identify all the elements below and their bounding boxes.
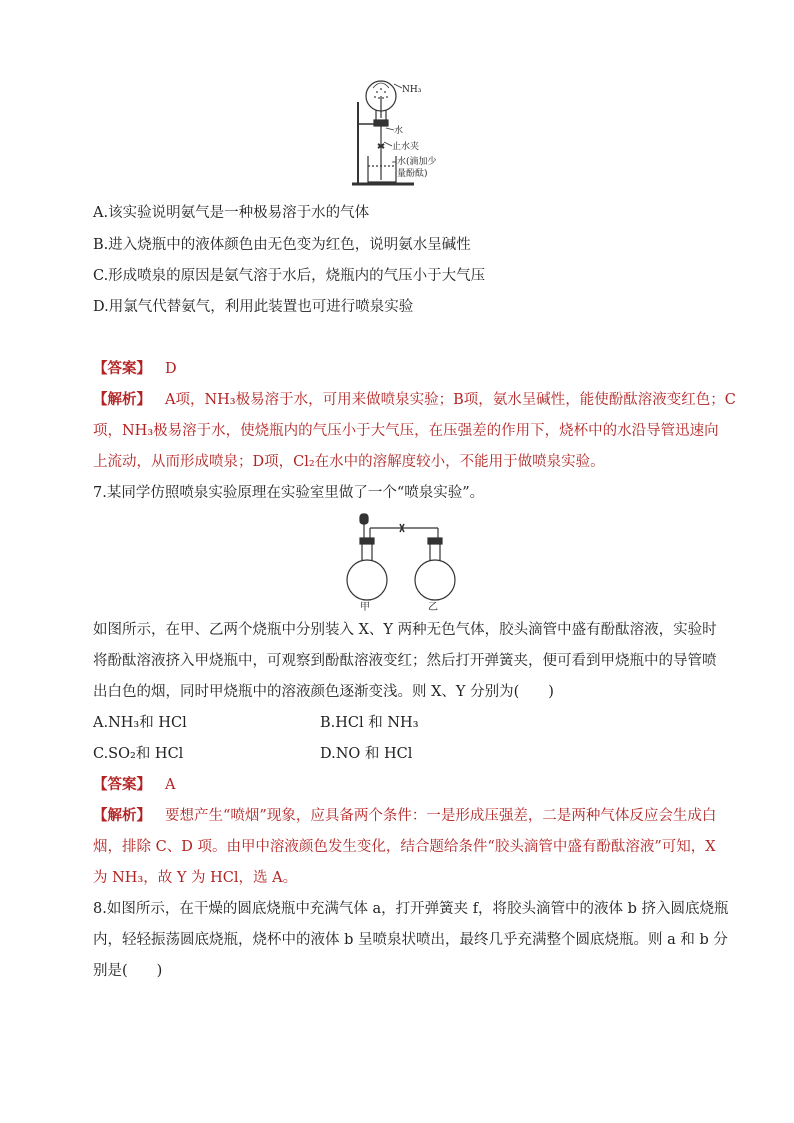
q7-analysis-line-3: 为 NH₃，故 Y 为 HCl，选 A。	[93, 870, 298, 886]
fig1-label-clamp: 止水夹	[392, 142, 420, 152]
q7-answer-tag: 【答案】	[93, 776, 151, 793]
q7-options-row-1	[93, 713, 713, 733]
q8-stem-line-2: 内，轻轻振荡圆底烧瓶，烧杯中的液体 b 呈喷泉状喷出，最终几乎充满整个圆底烧瓶。则 a 和 b 分	[93, 932, 728, 948]
q7-body-line-1: 如图所示，在甲、乙两个烧瓶中分别装入 X、Y 两种无色气体，胶头滴管中盛有酚酞溶液，实验时	[93, 622, 717, 638]
q6-analysis-text-1: A项，NH₃极易溶于水，可用来做喷泉实验；B项，氨水呈碱性，能使酚酞溶液变红色；C	[165, 392, 736, 408]
q7-options-row-2	[93, 744, 713, 764]
q6-answer-value: D	[165, 361, 177, 377]
fountain-apparatus-figure	[340, 76, 450, 188]
q8-stem-line-1: 8.如图所示，在干燥的圆底烧瓶中充满气体 a，打开弹簧夹 f，将胶头滴管中的液体 b 挤入圆底烧瓶	[93, 901, 729, 917]
q6-analysis-line-1	[93, 390, 736, 410]
q6-answer-line	[93, 359, 713, 379]
q6-option-b: B.进入烧瓶中的液体颜色由无色变为红色，说明氨水呈碱性	[93, 237, 471, 253]
q7-answer-line	[93, 775, 713, 795]
q7-body-line-3: 出白色的烟，同时甲烧瓶中的溶液颜色逐渐变浅。则 X、Y 分别为( )	[93, 684, 554, 700]
q6-answer-tag: 【答案】	[93, 360, 151, 377]
q6-analysis-line-3: 上流动，从而形成喷泉；D项，Cl₂在水中的溶解度较小，不能用于做喷泉实验。	[93, 454, 605, 470]
q6-analysis-tag: 【解析】	[93, 391, 151, 408]
q7-stem: 7.某同学仿照喷泉实验原理在实验室里做了一个“喷泉实验”。	[93, 485, 485, 501]
fig1-label-water: 水	[394, 126, 404, 136]
q8-stem-line-3: 别是( )	[93, 963, 163, 979]
q7-analysis-line-1	[93, 806, 717, 826]
q7-analysis-line-2: 烟，排除 C、D 项。由甲中溶液颜色发生变化，结合题给条件“胶头滴管中盛有酚酞溶液”可知，X	[93, 839, 716, 855]
q7-analysis-text-1: 要想产生“喷烟”现象，应具备两个条件：一是形成压强差，二是两种气体反应会生成白	[165, 808, 717, 824]
flask-jia-label: 甲	[360, 602, 370, 612]
q7-option-c: C.SO₂和 HCl	[93, 746, 184, 762]
flask-yi-label: 乙	[428, 602, 438, 612]
q6-option-c: C.形成喷泉的原因是氨气溶于水后，烧瓶内的气压小于大气压	[93, 268, 486, 284]
q7-option-a: A.NH₃和 HCl	[93, 715, 187, 731]
q6-analysis-line-2: 项，NH₃极易溶于水，使烧瓶内的气压小于大气压，在压强差的作用下，烧杯中的水沿导管迅速向	[93, 423, 719, 439]
two-flasks-figure	[340, 512, 470, 612]
q6-option-d: D.用氯气代替氨气，利用此装置也可进行喷泉实验	[93, 299, 414, 315]
fig1-label-beaker-1: 水(滴加少	[397, 157, 437, 167]
q7-body-line-2: 将酚酞溶液挤入甲烧瓶中，可观察到酚酞溶液变红；然后打开弹簧夹，便可看到甲烧瓶中的导管喷	[93, 653, 717, 669]
q6-option-a: A.该实验说明氨气是一种极易溶于水的气体	[93, 205, 370, 221]
q7-option-d: D.NO 和 HCl	[320, 746, 413, 762]
q7-analysis-tag: 【解析】	[93, 807, 151, 824]
q7-answer-value: A	[165, 777, 176, 793]
fig1-label-gas: NH₃	[402, 85, 422, 95]
q7-option-b: B.HCl 和 NH₃	[320, 715, 419, 731]
fig1-label-beaker-2: 量酚酞)	[397, 169, 428, 179]
